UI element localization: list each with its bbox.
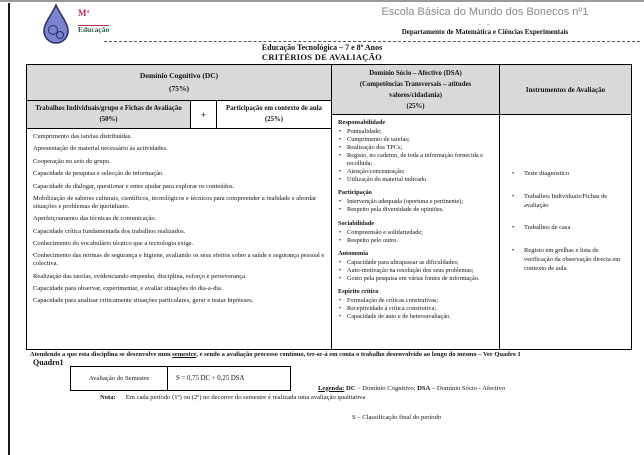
criteria-item: Mobilização de saberes culturais, científicos, tecnológicos e técnicos para compreender a realidade e abordar situações e problemas do quotidiano. [33,194,317,210]
legend-dsa-text: – Domínio Sócio - Afectivo [430,384,506,392]
school-name: Escola Básica do Mundo dos Bonecos nº1 [381,6,589,18]
page-top-edge [0,0,644,2]
legend-line1 [318,384,638,394]
dsa-section-title: Participação [338,189,372,197]
instrument-item: • Trabalhos de casa [512,224,627,233]
semester-formula-cell: S = 0,75 DC + 0,25 DSA [167,366,291,391]
school-logo-drop-icon [40,4,72,44]
dsa-header-title: Domínio Sócio – Afectivo (DSA) [369,70,462,77]
semester-formula-table [70,366,291,391]
semester-label-cell: Avaliação do Semestre [70,366,168,391]
instrument-item: • Registo em grelhas e lista de verificação da observação directa em contexto de aula [512,247,627,273]
nota-line [100,394,600,401]
dsa-section-title: Autonomia [338,249,369,257]
criteria-table [26,64,632,350]
dsa-item: • Pontualidade; [338,128,495,136]
legend-label: Legenda: [318,384,345,392]
nota-label: Nota: [100,394,116,401]
instruments-header-title: Instrumentos de Avaliação [525,85,606,94]
dsa-header-weight: (25%) [406,103,425,110]
dsa-item: • Auto-motivação na resolução dos seus problemas; [338,267,495,275]
plus-operator-cell: + [190,100,217,129]
criteria-item: Conhecimento das normas de segurança e higiene, avaliando os seus efeitos sobre a saúde e segurança pessoal e colectiva. [33,252,325,268]
criteria-item: Realização das tarefas, evidenciando empenho, disciplina, esforço e perseverança. [33,272,247,280]
document-subtitle: CRITÉRIOS DE AVALIAÇÃO [261,52,383,62]
legend-line2: S – Classificação final do período [352,414,442,422]
dc-header-weight: (75%) [169,83,189,93]
dsa-item: • Cumprimento de tarefas; [338,136,495,144]
school-name-dashes: – – [477,20,493,28]
department-name: Departamento de Matemática e Ciências Experimentais [401,28,569,36]
dsa-section-title: Responsabilidade [338,119,386,126]
criteria-item: Aperfeiçoamento das técnicas de comunicação. [33,215,157,223]
dsa-section-sociabilidade [338,220,495,245]
dsa-header-cell [331,64,500,115]
dsa-header-sub1: (Competências Transversais – atitudes [359,81,472,88]
criteria-item: Capacidade de pesquisa e selecção de informação. [33,170,164,178]
legend-dsa-abbr: DSA [417,384,431,392]
dsa-item: • Realização dos TPCs; [338,144,495,152]
dc-header-title: Domínio Cognitivo (DC) [139,71,219,80]
dsa-section-responsabilidade [338,119,495,184]
dsa-item: • Capacidade de auto e de heteroavaliação. [338,313,495,321]
dsa-item: • Registo, no caderno, de toda a informação fornecida e recolhida; [338,152,495,168]
ministry-education-logo [78,9,148,36]
dsa-header-sub2: valores/cidadania) [388,92,443,99]
subheader-participacao-weight: (25%) [264,115,284,123]
document-title: Educação Tecnológica – 7 e 8º Anos [261,43,383,52]
legend-dc-text: – Domínio Cognitivo; [355,384,418,392]
dsa-item: • Formulação de críticas construtivas; [338,297,495,305]
dsa-criteria-list [331,114,500,350]
criteria-item: Capacidade para analisar criticamente situações particulares, gerar e testar hipóteses. [33,297,254,305]
dc-header-cell [26,64,332,101]
criteria-item: Capacidade de dialogar, questionar e entre ajudar para explorar os conteúdos. [33,182,235,190]
criteria-item: Cumprimento das tarefas distribuídas. [33,133,132,140]
dsa-section-participacao [338,189,495,214]
atendendo-part2: , e sendo a avaliação processo contínuo, ter-se-á em conta o trabalho desenvolvido ao longo do mesmo – Ver Quadro 1 [196,351,521,358]
dsa-section-autonomia [338,250,495,283]
dsa-item: • Capacidade para ultrapassar as dificuldades; [338,259,495,267]
subheader-participacao-cell [216,100,332,129]
criteria-item: Capacidade crítica fundamentada dos trabalhos realizados. [33,227,186,235]
dsa-section-title: Sociabilidade [338,219,375,227]
nota-text: Em cada período (1º) ou (2º) no decorrer do semestre é realizada uma avaliação qualitativa [125,394,366,401]
atendendo-note [30,351,636,358]
subheader-trabalhos-cell [26,100,191,129]
dc-criteria-list [26,128,332,350]
subheader-trabalhos-weight: (50%) [99,115,118,123]
atendendo-part1: Atendendo a que esta disciplina se desenvolve num [30,351,173,358]
subheader-participacao-title: Participação em contexto de aula [226,105,322,112]
dsa-section-title: Espírito crítico [338,287,379,295]
quadro1-label: Quadro1 [33,358,64,367]
page-left-border [8,3,10,455]
instruments-list [499,114,632,350]
criteria-item: Capacidade para observar, experimentar, e avaliar situações do dia-a-dia. [33,284,223,292]
criteria-item: Apresentação do material necessário às actividades. [33,145,168,153]
ministry-label: Educação [78,24,110,34]
legend-dc-abbr: DC [344,384,356,392]
subheader-trabalhos-title: Trabalhos Individuais/grupo e Fichas de Avaliação [35,105,182,112]
dsa-section-espirito-critico [338,288,495,321]
dsa-item: • Utilização do material indicado. [338,176,495,184]
dsa-item: • Respeito pela diversidade de opiniões. [338,206,495,214]
instruments-header-cell [499,64,632,115]
criteria-item: Conhecimento do vocabulário técnico que a tecnologia exige. [33,239,194,247]
ministry-m-mark: Mª [78,8,90,18]
legend [318,364,638,443]
criteria-item: Cooperação no seio do grupo. [33,157,111,165]
dsa-item: • Gosto pela pesquisa em várias fontes de informação. [338,275,495,283]
header-dashed-divider [104,41,640,42]
instrument-item: • Trabalhos Individuais/Fichas de avaliação [512,193,627,211]
dsa-item: • Respeito pelo outro. [338,237,495,245]
dsa-item: • Intervenção adequada (oportuna e pertinente); [338,198,495,206]
instrument-item: • Teste diagnóstico [512,170,627,179]
dsa-item: • Receptividade à crítica construtiva; [338,305,495,313]
dsa-item: • Atenção/concentração; [338,168,495,176]
atendendo-underlined-word: semestre [172,351,197,358]
dsa-item: • Compreensão e solidariedade; [338,229,495,237]
